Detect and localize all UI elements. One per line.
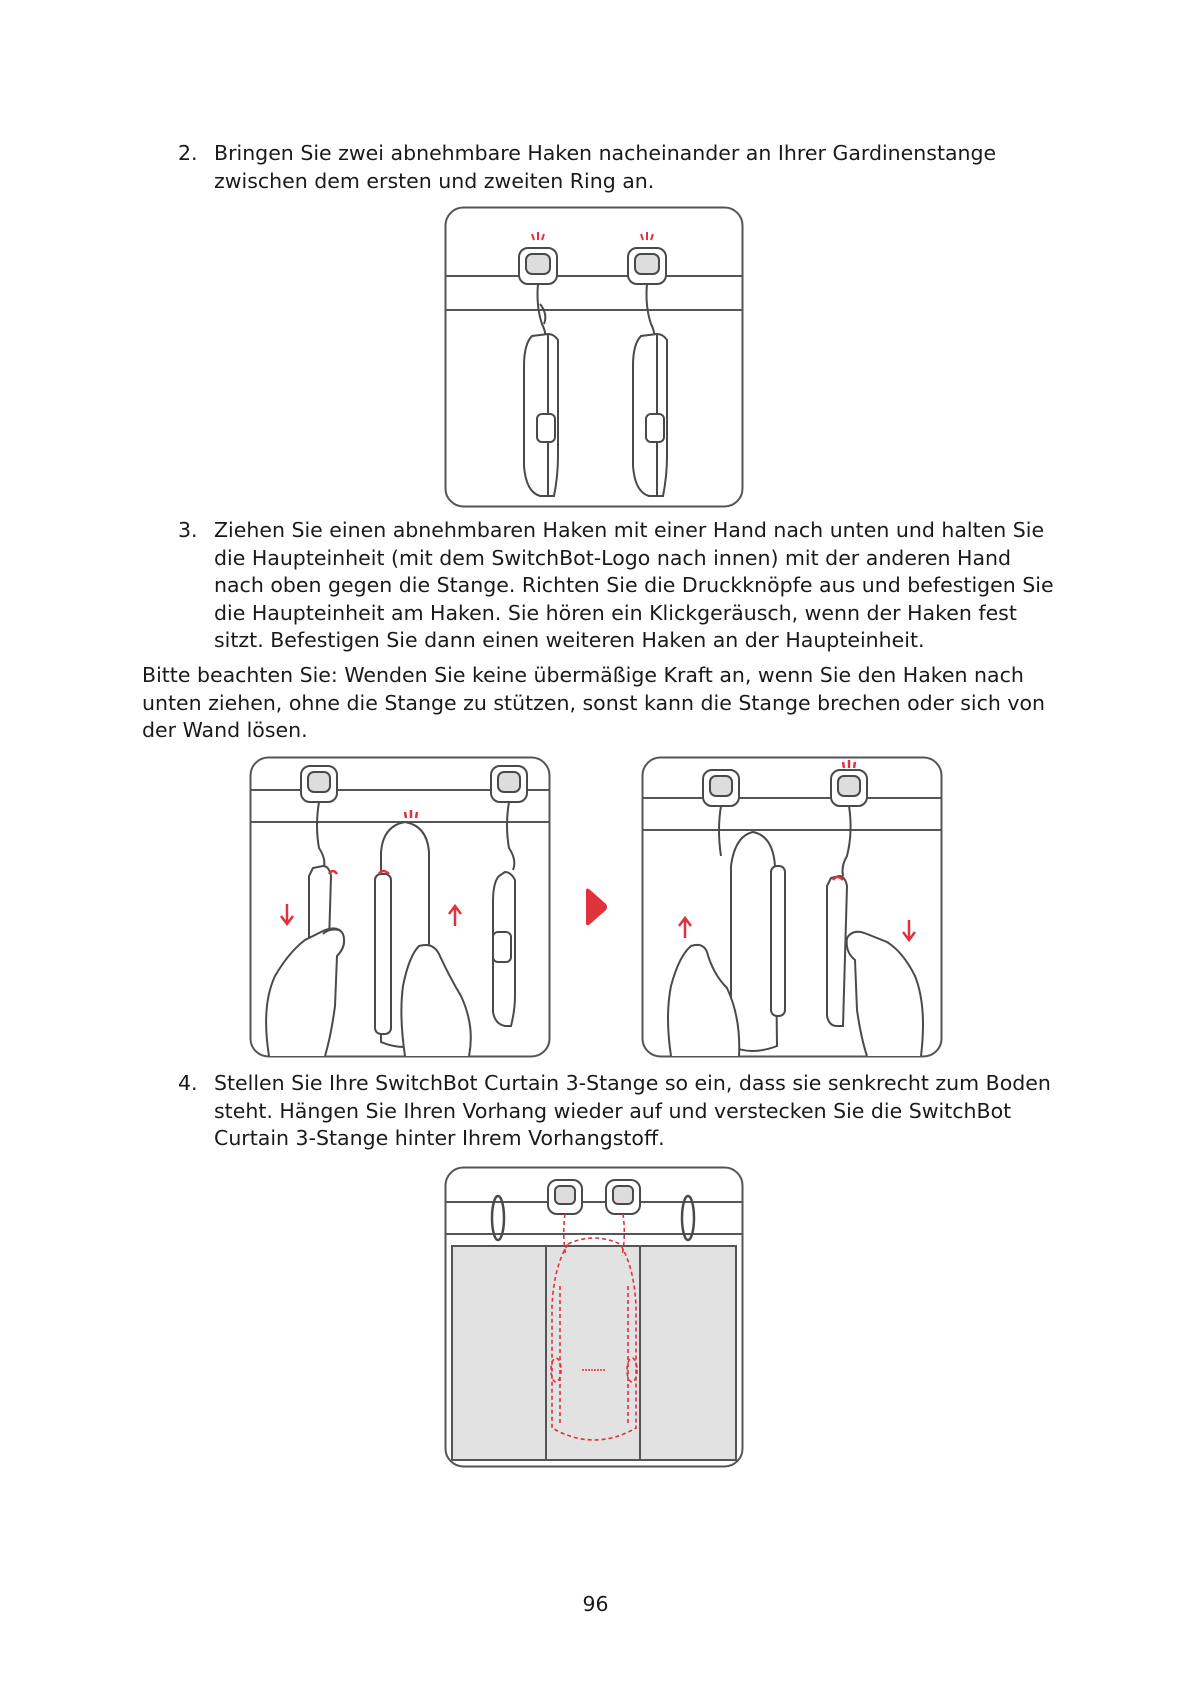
figure-attach-main-unit-left — [249, 756, 551, 1058]
step-3 — [178, 517, 1058, 655]
figure-hooks-attached — [444, 206, 744, 508]
caution-note: Bitte beachten Sie: Wenden Sie keine übermäßige Kraft an, wenn Sie den Haken nach unten ziehen, ohne die Stange zu stützen, sonst kann die Stange brechen oder sich von der Wand lösen. — [142, 663, 1046, 743]
next-arrow-icon — [584, 888, 608, 926]
step-number: 2. — [178, 141, 198, 165]
step-text: Bringen Sie zwei abnehmbare Haken nacheinander an Ihrer Gardinenstange zwischen dem ersten und zweiten Ring an. — [214, 141, 997, 193]
figure-attach-main-unit-right — [641, 756, 943, 1058]
page-number: 96 — [582, 1592, 609, 1616]
step-2 — [178, 140, 1058, 195]
step-number: 4. — [178, 1071, 198, 1095]
step-4 — [178, 1070, 1058, 1153]
step-text: Stellen Sie Ihre SwitchBot Curtain 3-Stange so ein, dass sie senkrecht zum Boden steht. Hängen Sie Ihren Vorhang wieder auf und verstecken Sie die SwitchBot Curtain 3-Stange hinter Ihrem Vorhangstoff. — [214, 1071, 1051, 1151]
step-text: Ziehen Sie einen abnehmbaren Haken mit einer Hand nach unten und halten Sie die Haupteinheit (mit dem SwitchBot-Logo nach innen) mit der anderen Hand nach oben gegen die Stange. Richten Sie die Druckknöpfe aus und befestigen Sie die Haupteinheit am Haken. Sie hören ein Klickgeräusch, wenn der Haken fest sitzt. Befestigen Sie dann einen weiteren Haken an der Haupteinheit. — [214, 518, 1054, 653]
figure-curtain-hiding-rod — [444, 1166, 744, 1468]
step-number: 3. — [178, 518, 198, 542]
